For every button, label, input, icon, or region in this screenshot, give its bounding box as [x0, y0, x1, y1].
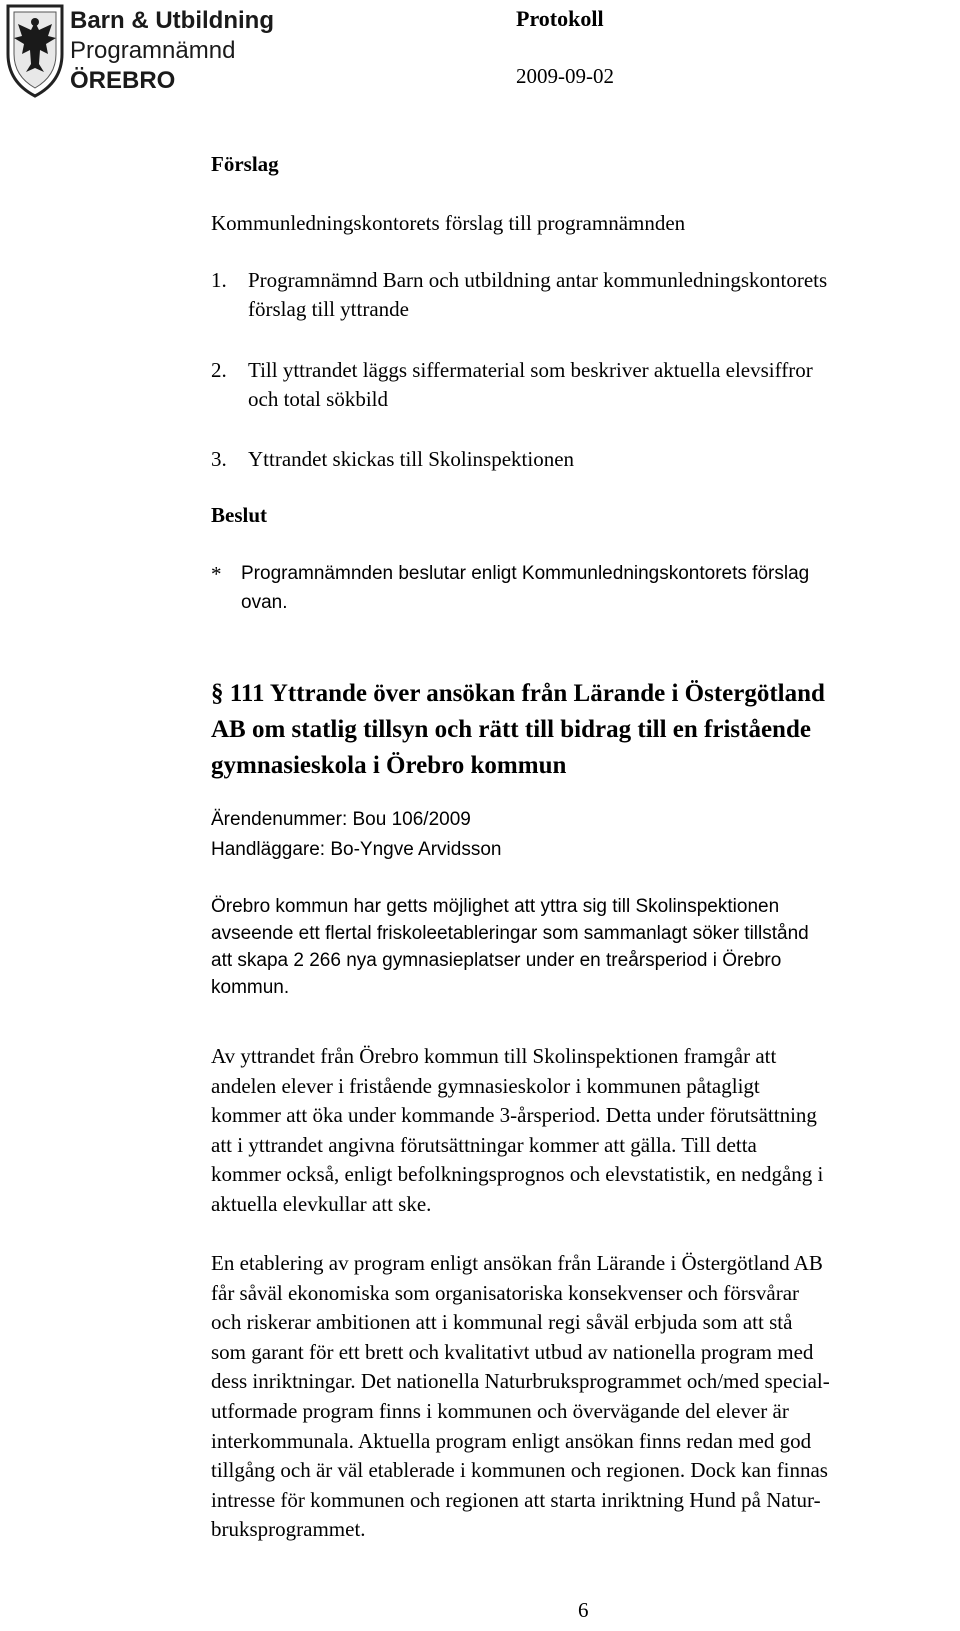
section-title: [211, 676, 825, 784]
forslag-heading: Förslag: [211, 152, 279, 176]
paragraph-line: Örebro kommun har getts möjlighet att yttra sig till Skolinspektionen: [211, 896, 780, 917]
document-type: Protokoll: [516, 6, 604, 31]
beslut-line: ovan.: [241, 592, 288, 613]
page-number: 6: [578, 1598, 589, 1622]
section-title-line: gymnasieskola i Örebro kommun: [211, 752, 567, 779]
paragraph-line: att i yttrandet angivna förutsättningar kommer att gälla. Till detta: [211, 1132, 757, 1157]
paragraph-line: kommer också, enligt befolkningsprognos och elevstatistik, en nedgång i: [211, 1162, 824, 1186]
paragraph-line: bruksprogrammet.: [211, 1517, 366, 1542]
document-date: 2009-09-02: [516, 64, 614, 88]
paragraph-line: kommun.: [211, 977, 290, 998]
beslut-heading: Beslut: [211, 503, 268, 527]
section-title-line: AB om statlig tillsyn och rätt till bidrag till en fristående: [211, 716, 811, 743]
case-handler: Handläggare: Bo-Yngve Arvidsson: [211, 839, 502, 860]
paragraph-line: som garant för ett brett och kvalitativt utbud av nationella program med: [211, 1339, 814, 1364]
item-number: 1.: [211, 268, 227, 292]
paragraph-line: dess inriktningar. Det nationella Naturbruksprogrammet och/med special-: [211, 1369, 830, 1394]
paragraph-line: får såväl ekonomiska som organisatoriska konsekvenser och försvårar: [211, 1280, 800, 1305]
paragraph-line: utformade program finns i kommunen och övervägande del elever är: [211, 1398, 789, 1423]
item-text-line: förslag till yttrande: [248, 297, 409, 321]
paragraph-line: interkommunala. Aktuella program enligt ansökan finns redan med god: [211, 1428, 812, 1453]
paragraph-line: avseende ett flertal friskoleetableringar som sammanlagt söker tillstånd: [211, 923, 809, 944]
paragraph-sign: §: [211, 680, 224, 707]
body-paragraph-3: [211, 1249, 830, 1545]
logo-line-3: ÖREBRO: [70, 67, 176, 94]
item-text-line: Till yttrandet läggs siffermaterial som beskriver aktuella elevsiffror: [248, 358, 813, 382]
paragraph-line: andelen elever i fristående gymnasieskolor i kommunen påtagligt: [211, 1073, 760, 1098]
forslag-intro: Kommunledningskontorets förslag till programnämnden: [211, 211, 686, 235]
logo-line-2: Programnämnd: [70, 37, 236, 64]
paragraph-line: En etablering av program enligt ansökan från Lärande i Östergötland AB: [211, 1251, 823, 1275]
paragraph-line: att skapa 2 266 nya gymnasieplatser under en treårsperiod i Örebro: [211, 950, 782, 971]
item-text-line: Programnämnd Barn och utbildning antar kommunledningskontorets: [248, 268, 828, 292]
item-text-line: Yttrandet skickas till Skolinspektionen: [248, 447, 575, 471]
body-paragraph-2: [211, 1042, 823, 1219]
paragraph-line: Av yttrandet från Örebro kommun till Skolinspektionen framgår att: [211, 1044, 777, 1068]
paragraph-line: och riskerar ambitionen att i kommunal regi såväl erbjuda som att stå: [211, 1310, 793, 1335]
coat-of-arms-icon: [4, 2, 66, 100]
logo-wordmark: [70, 6, 274, 96]
item-number: 2.: [211, 358, 227, 382]
case-number: Ärendenummer: Bou 106/2009: [211, 809, 471, 830]
beslut-line: Programnämnden beslutar enligt Kommunledningskontorets förslag: [241, 563, 810, 584]
paragraph-line: intresse för kommunen och regionen att starta inriktning Hund på Natur-: [211, 1487, 821, 1512]
body-paragraph-1: [211, 893, 809, 1001]
paragraph-line: kommer att öka under kommande 3-årsperiod. Detta under förutsättning: [211, 1103, 817, 1127]
paragraph-line: aktuella elevkullar att ske.: [211, 1191, 432, 1216]
logo-line-1: Barn & Utbildning: [70, 7, 274, 34]
item-text-line: och total sökbild: [248, 387, 388, 411]
section-title-line: § 111 Yttrande över ansökan från Lärande i Östergötland: [211, 680, 825, 707]
item-number: 3.: [211, 447, 227, 471]
paragraph-line: tillgång och är väl etablerade i kommunen och regionen. Dock kan finnas: [211, 1458, 828, 1483]
bullet-star: *: [211, 562, 222, 586]
